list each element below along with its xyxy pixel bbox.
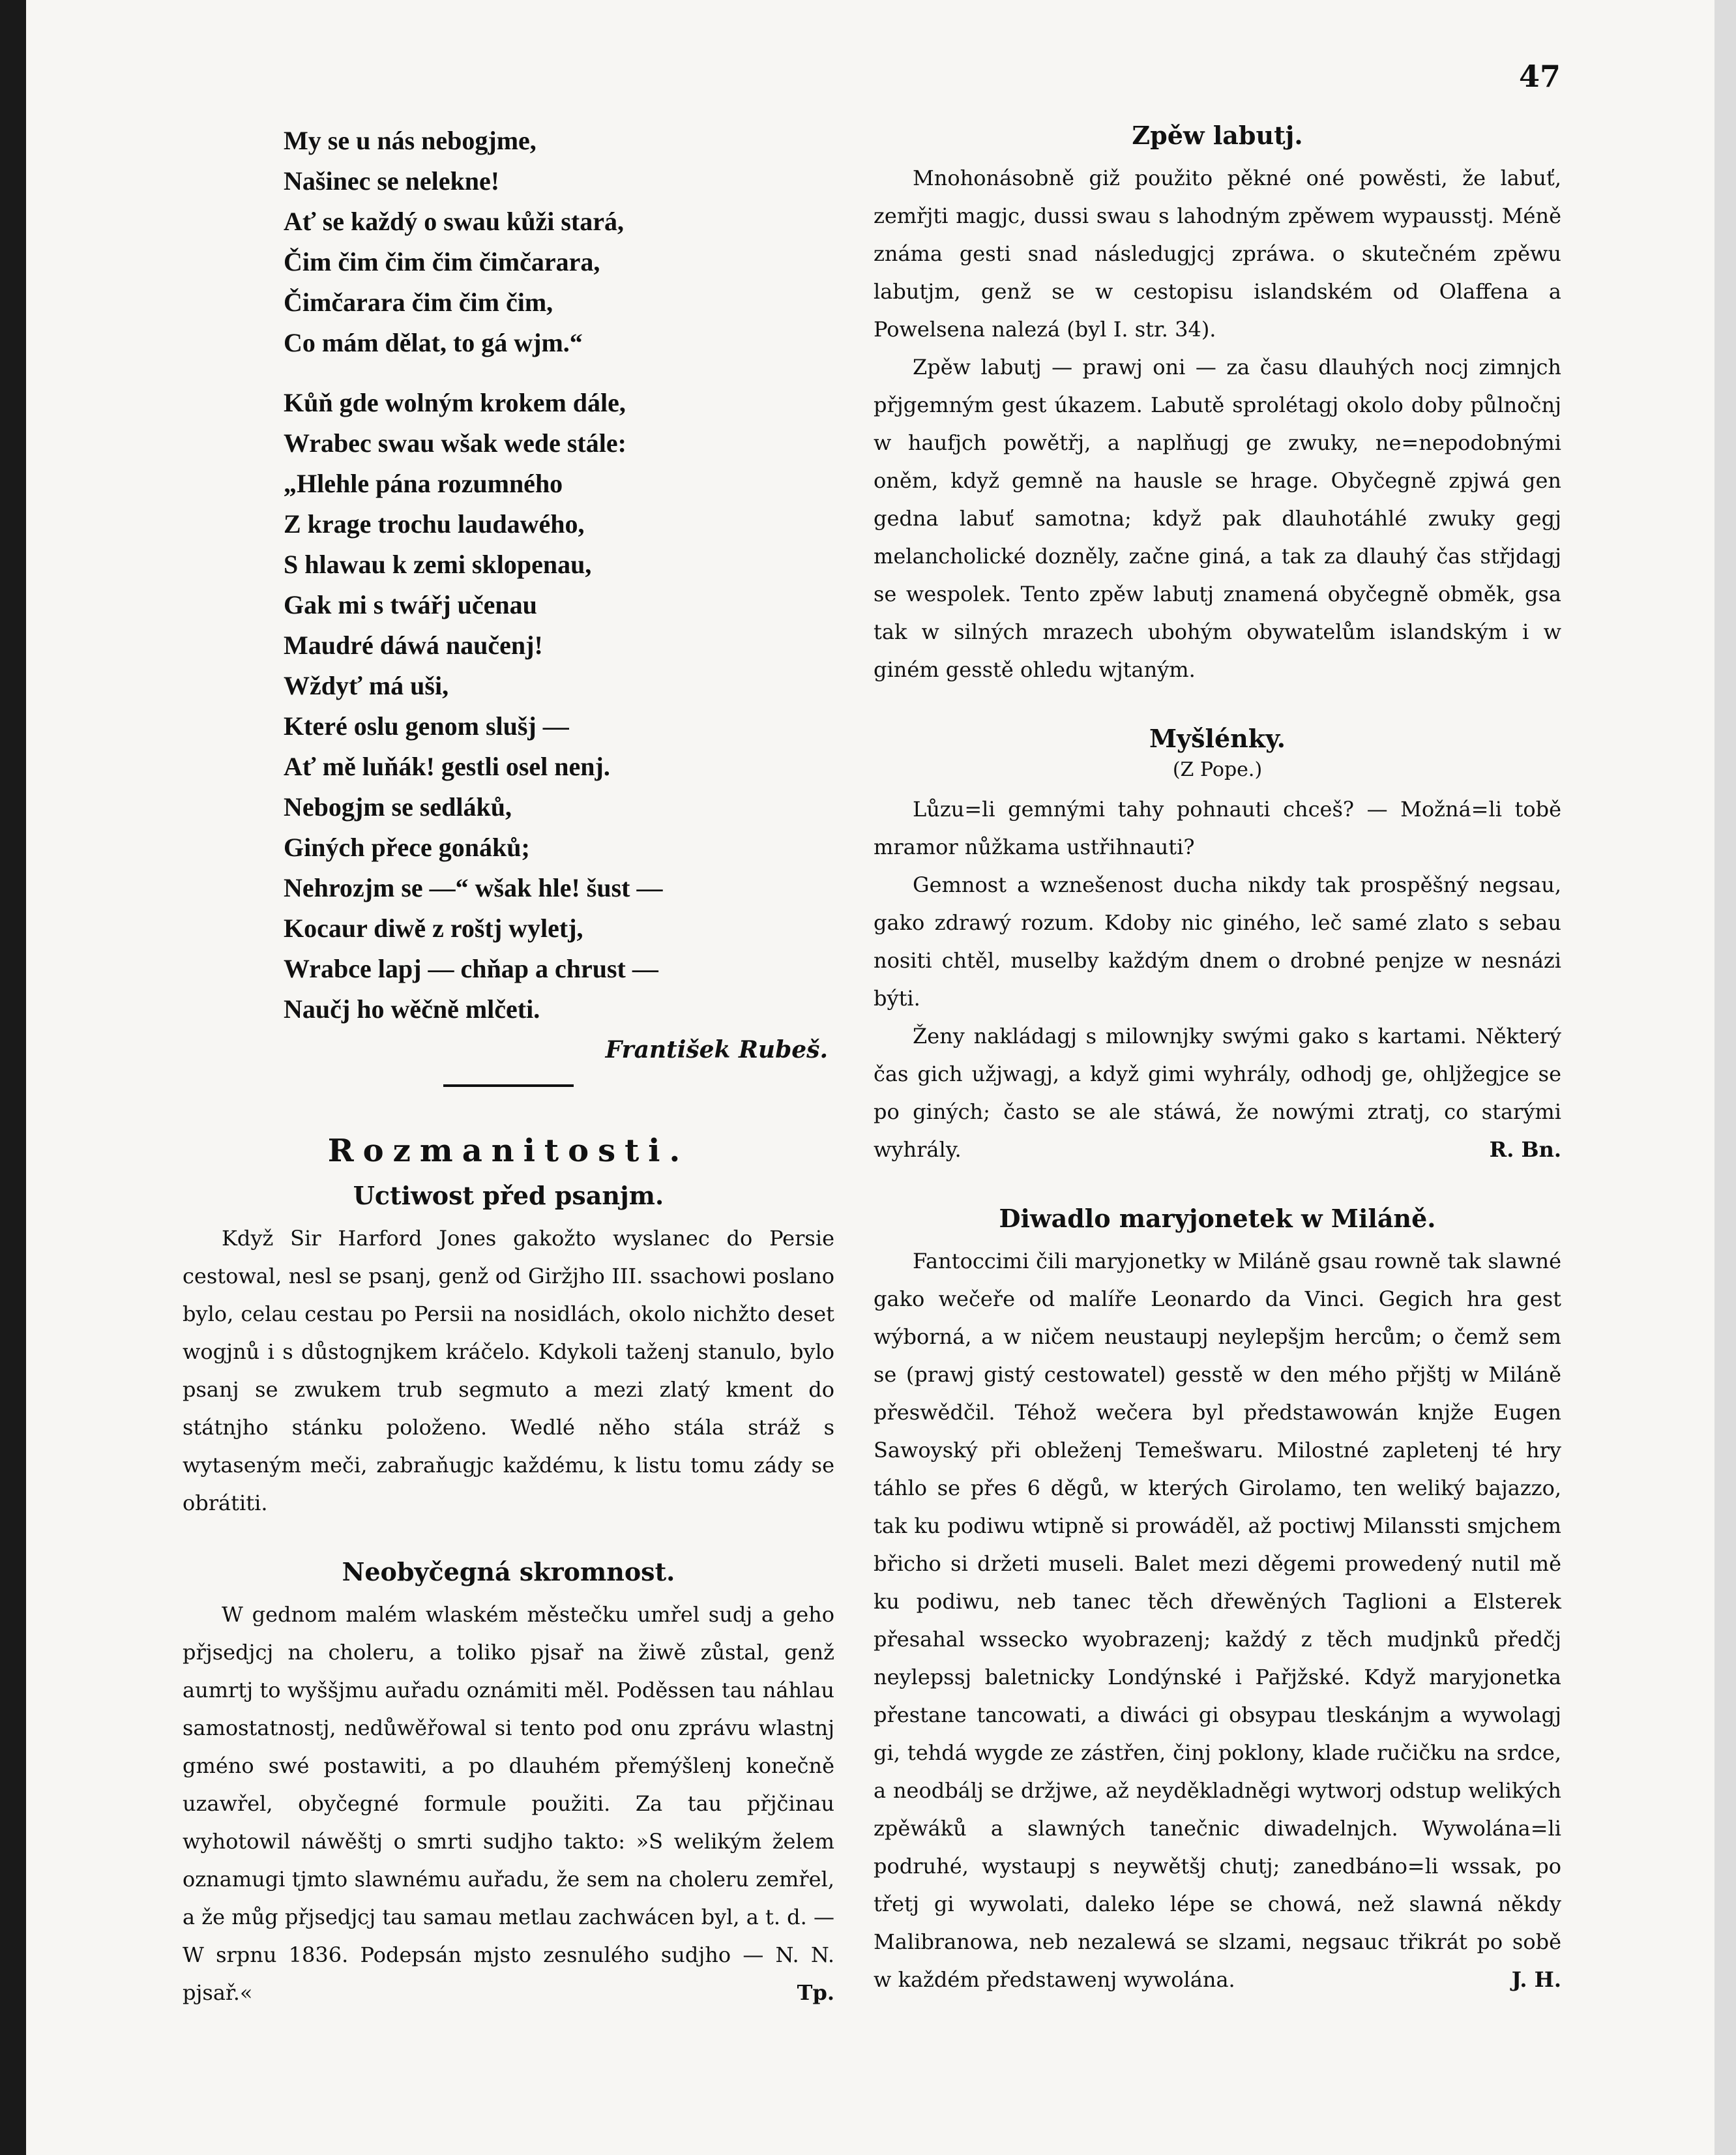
poem-line: Ať se každý o swau kůži stará, <box>284 207 624 236</box>
article-swan-song-p2: Zpěw labutj — prawj oni — za času dlauhých nocj zimnjch přjgemným gest úkazem. Labutě sprolétagj okolo doby půlnočnj w haufjch powětřj, a naplňugj ge zwuky, ne=nepodobnými oněm, když gemně na hausle se hrage. Obyčegně zpjwá gen gedna labuť samotna; když pak dlauhotáhlé zwuky gegj melancholické dozněly, začne giná, a tak za dlauhý čas střjdagj se wespolek. Tento zpěw labutj znamená obyčegně obměk, gsa tak w silných mrazech ubohým obywatelům islandským i w giném gesstě ohledu wjtaným. <box>874 355 1561 682</box>
article-puppet-theatre-text <box>874 1242 1561 1999</box>
poem-line: Naučj ho wěčně mlčeti. <box>284 994 540 1024</box>
poem-line: Maudré dáwá naučenj! <box>284 631 543 660</box>
article-signature-thoughts: R. Bn. <box>1489 1137 1561 1162</box>
divider <box>443 1084 574 1087</box>
poem-line: Kocaur diwě z roštj wyletj, <box>284 914 583 943</box>
poem-line: Kůň gde wolným krokem dále, <box>284 388 626 417</box>
poem-line: Nebogjm se sedláků, <box>284 792 512 822</box>
poem <box>284 121 834 1030</box>
poem-line: S hlawau k zemi sklopenau, <box>284 550 592 579</box>
article-text-modesty <box>183 1596 834 2012</box>
poem-line: Čimčarara čim čim čim, <box>284 288 553 317</box>
article-title-thoughts: Myšlénky. <box>1149 724 1286 753</box>
article-text-modesty-body: W gednom malém wlaském městečku umřel sudj a geho přjsedjcj na choleru, a toliko pjsař na žiwě zůstal, genž aumrtj to wyššjmu auřadu oznámiti měl. Poděssen tau náhlau samostatnostj, nedůwěřowal si tento pod onu zprávu wlastnj gméno swé postawiti, a po dlauhém přemýšlenj konečně uzawřel, obyčegné formule použiti. Za tau přjčinau wyhotowil náwěštj o smrti sudjho takto: »S welikým želem oznamugi tjmto slawnému auřadu, že sem na choleru zemřel, a že můg přjsedjcj tau samau metlau zachwácen byl, a t. d. — W srpnu 1836. Podepsán mjsto zesnulého sudjho — N. N. pjsař.« <box>183 1602 834 2005</box>
poem-line: Wrabec swau wšak wede stále: <box>284 428 626 458</box>
poem-line: Z krage trochu laudawého, <box>284 509 585 539</box>
poem-signature: František Rubeš. <box>605 1036 828 1063</box>
page <box>26 0 1721 2155</box>
article-title-modesty: Neobyčegná skromnost. <box>342 1557 675 1586</box>
article-title-respect: Uctiwost před psanjm. <box>353 1181 664 1210</box>
article-puppet-theatre-body: Fantoccimi čili maryjonetky w Miláně gsau rowně tak slawné gako wečeře od malíře Leonardo da Vinci. Gegich hra gest wýborná, a w ničem neustaupj neylepšjm hercům; o čemž sem se (prawj gistý cestowatel) gesstě w den mého přjštj w Miláně přeswědčil. Téhož wečera byl předstawowán knjže Eugen Sawoyský při obleženj Temešwaru. Milostné zapletenj té hry táhlo se přes 6 děgů, w kterých Girolamo, ten weliký bajazzo, tak ku podiwu wtipně si prowáděl, až poctiwj Milanssti smjchem břicho si držeti museli. Balet mezi děgemi prowedený nutil mě ku podiwu, neb tanec těch dřewěných Taglioni a Elsterek přesahal wssecko wyobrazenj; každý z těch mudjnků předčj neylepssj baletnicky Londýnské i Pařjžské. Když maryjonetka přestane tancowati, a diwáci gi obsypau tleskánjm a wywolagj gi, tehdá wygde ze zástřen, činj poklony, klade ručičku na srdce, a neodbálj se držjwe, až neyděkladněgi wytworj odstup welikých zpěwáků a slawných tanečnic diwadelnjch. Wywolána=li podruhé, wystaupj s neywětšj chutj; zanedbáno=li wssak, po třetj gi wywolati, daleko lépe se chowá, než slawná někdy Malibranowa, neb nezalewá se slzami, negsauc třikrát po sobě w každém předstawenj wywolána. <box>874 1249 1561 1992</box>
poem-line: Čim čim čim čim čimčarara, <box>284 247 600 276</box>
poem-stanza-1 <box>284 121 834 363</box>
article-signature-modesty: Tp. <box>797 1980 834 2005</box>
poem-line: Wždyť má uši, <box>284 671 449 700</box>
left-column <box>183 121 834 2012</box>
poem-line: Gak mi s twářj učenau <box>284 590 537 619</box>
section-title: Rozmanitosti. <box>327 1133 690 1169</box>
page-number: 47 <box>1519 59 1561 94</box>
article-title-puppet-theatre: Diwadlo maryjonetek w Miláně. <box>999 1204 1436 1233</box>
poem-line: Našinec se nelekne! <box>284 166 500 196</box>
poem-line: My se u nás nebogjme, <box>284 126 537 155</box>
article-subtitle-thoughts: (Z Pope.) <box>1172 758 1263 781</box>
poem-line: Nehrozjm se —“ wšak hle! šust — <box>284 873 663 902</box>
right-column <box>874 121 1561 1999</box>
poem-stanza-2 <box>284 383 834 1030</box>
page-edge <box>1714 0 1736 2155</box>
poem-line: Giných přece gonáků; <box>284 833 530 862</box>
poem-line: Ať mě luňák! gestli osel nenj. <box>284 752 610 781</box>
poem-line: Co mám dělat, to gá wjm.“ <box>284 328 583 357</box>
poem-line: Wrabce lapj — chňap a chrust — <box>284 954 658 983</box>
article-signature-puppet-theatre: J. H. <box>1511 1967 1561 1992</box>
poem-line: „Hlehle pána rozumného <box>284 469 563 498</box>
article-thoughts-p1: Lůzu=li gemnými tahy pohnauti chceš? — Možná=li tobě mramor nůžkama ustřihnauti? <box>874 797 1561 859</box>
article-title-swan-song: Zpěw labutj. <box>1132 121 1303 150</box>
article-thoughts-p3-body: Ženy nakládagj s milownjky swými gako s kartami. Některý čas gich užjwagj, a když gimi wyhrály, odhodj ge, ohljžegjce se po giných; často se ale stáwá, že nowými ztratj, co starými wyhrály. <box>874 1024 1561 1162</box>
article-thoughts-p2: Gemnost a wznešenost ducha nikdy tak prospěšný negsau, gako zdrawý rozum. Kdoby nic giného, leč samé zlato s sebau nositi chtěl, muselby každým dnem o drobné penjze w nesnázi býti. <box>874 872 1561 1011</box>
article-swan-song-p1: Mnohonásobně giž použito pěkné oné powěsti, že labuť, zemřjti magjc, dussi swau s lahodným zpěwem wypausstj. Méně známa gesti snad následugjcj zpráwa. o skutečném zpěwu labutjm, genž se w cestopisu islandském od Olaffena a Powelsena nalezá (byl I. str. 34). <box>874 166 1561 342</box>
article-thoughts-p3 <box>874 1017 1561 1168</box>
poem-line: Které oslu genom slušj — <box>284 711 569 741</box>
article-text-respect: Když Sir Harford Jones gakožto wyslanec do Persie cestowal, nesl se psanj, genž od Giržjho III. ssachowi poslano bylo, celau cestau po Persii na nosidlách, okolo nichžto deset wogjnů i s důstognjkem kráčelo. Kdykoli taženj stanulo, bylo psanj se zwukem trub segmuto a mezi zlatý kment do státnjho stánku položeno. Wedlé něho stála stráž s wytaseným meči, zabraňugjc každému, k listu tomu zády se obrátiti. <box>183 1226 834 1515</box>
